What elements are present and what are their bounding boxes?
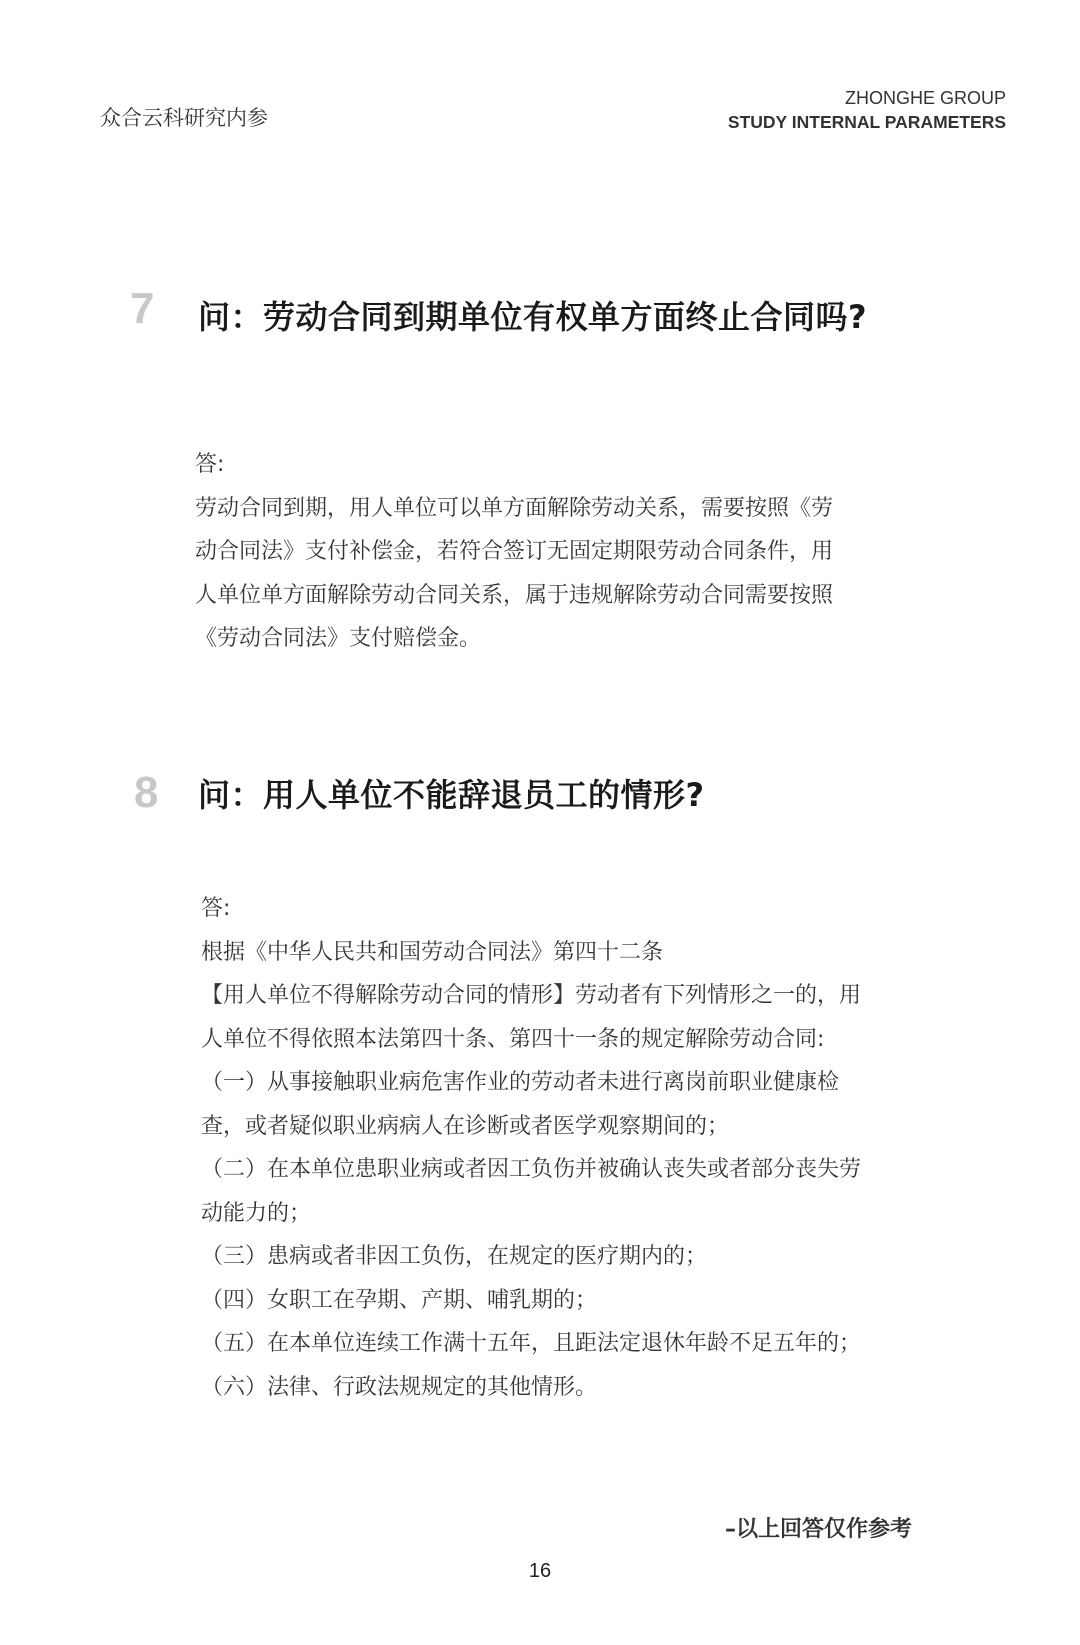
answer-line: 根据《中华人民共和国劳动合同法》第四十二条 — [201, 939, 664, 965]
answer-line: 人单位单方面解除劳动合同关系，属于违规解除劳动合同需要按照 — [195, 582, 834, 608]
question-number: 8 — [134, 768, 159, 817]
answer-line: （四）女职工在孕期、产期、哺乳期的； — [201, 1287, 598, 1313]
answer-line: 【用人单位不得解除劳动合同的情形】劳动者有下列情形之一的，用 — [201, 983, 862, 1008]
answer-line: 劳动合同到期，用人单位可以单方面解除劳动关系，需要按照《劳 — [195, 495, 834, 521]
header-right-line1: ZHONGHE GROUP — [844, 88, 1006, 108]
answer-line: （五）在本单位连续工作满十五年，且距法定退休年龄不足五年的； — [201, 1331, 862, 1356]
answer-line: （六）法律、行政法规规定的其他情形。 — [201, 1374, 598, 1400]
answer-line: （一）从事接触职业病危害作业的劳动者未进行离岗前职业健康检 — [201, 1070, 840, 1095]
answer-block — [195, 443, 833, 661]
question-title: 问：用人单位不能辞退员工的情形? — [198, 776, 705, 814]
answer-line: 人单位不得依照本法第四十条、第四十一条的规定解除劳动合同: — [201, 1026, 825, 1052]
page-number: 16 — [528, 1560, 552, 1582]
answer-line: 查，或者疑似职业病病人在诊断或者医学观察期间的； — [201, 1113, 730, 1139]
question-title: 问：劳动合同到期单位有权单方面终止合同吗? — [198, 298, 868, 336]
answer-line: （二）在本单位患职业病或者因工负伤并被确认丧失或者部分丧失劳 — [201, 1157, 862, 1182]
answer-line: 答: — [201, 896, 231, 921]
header-right-line2: STUDY INTERNAL PARAMETERS — [727, 112, 1006, 132]
answer-block — [201, 887, 861, 1409]
question-number: 7 — [130, 284, 155, 333]
footer-note: –以上回答仅作参考 — [724, 1517, 912, 1542]
answer-line: 动合同法》支付补偿金，若符合签订无固定期限劳动合同条件，用 — [195, 539, 834, 564]
answer-line: （三）患病或者非因工负伤，在规定的医疗期内的； — [201, 1244, 708, 1269]
answer-line: 动能力的； — [201, 1200, 312, 1226]
header-left-title: 众合云科研究内参 — [100, 106, 268, 130]
header-right — [728, 86, 1006, 134]
answer-line: 《劳动合同法》支付赔偿金。 — [195, 626, 482, 651]
answer-line: 答: — [195, 452, 225, 477]
